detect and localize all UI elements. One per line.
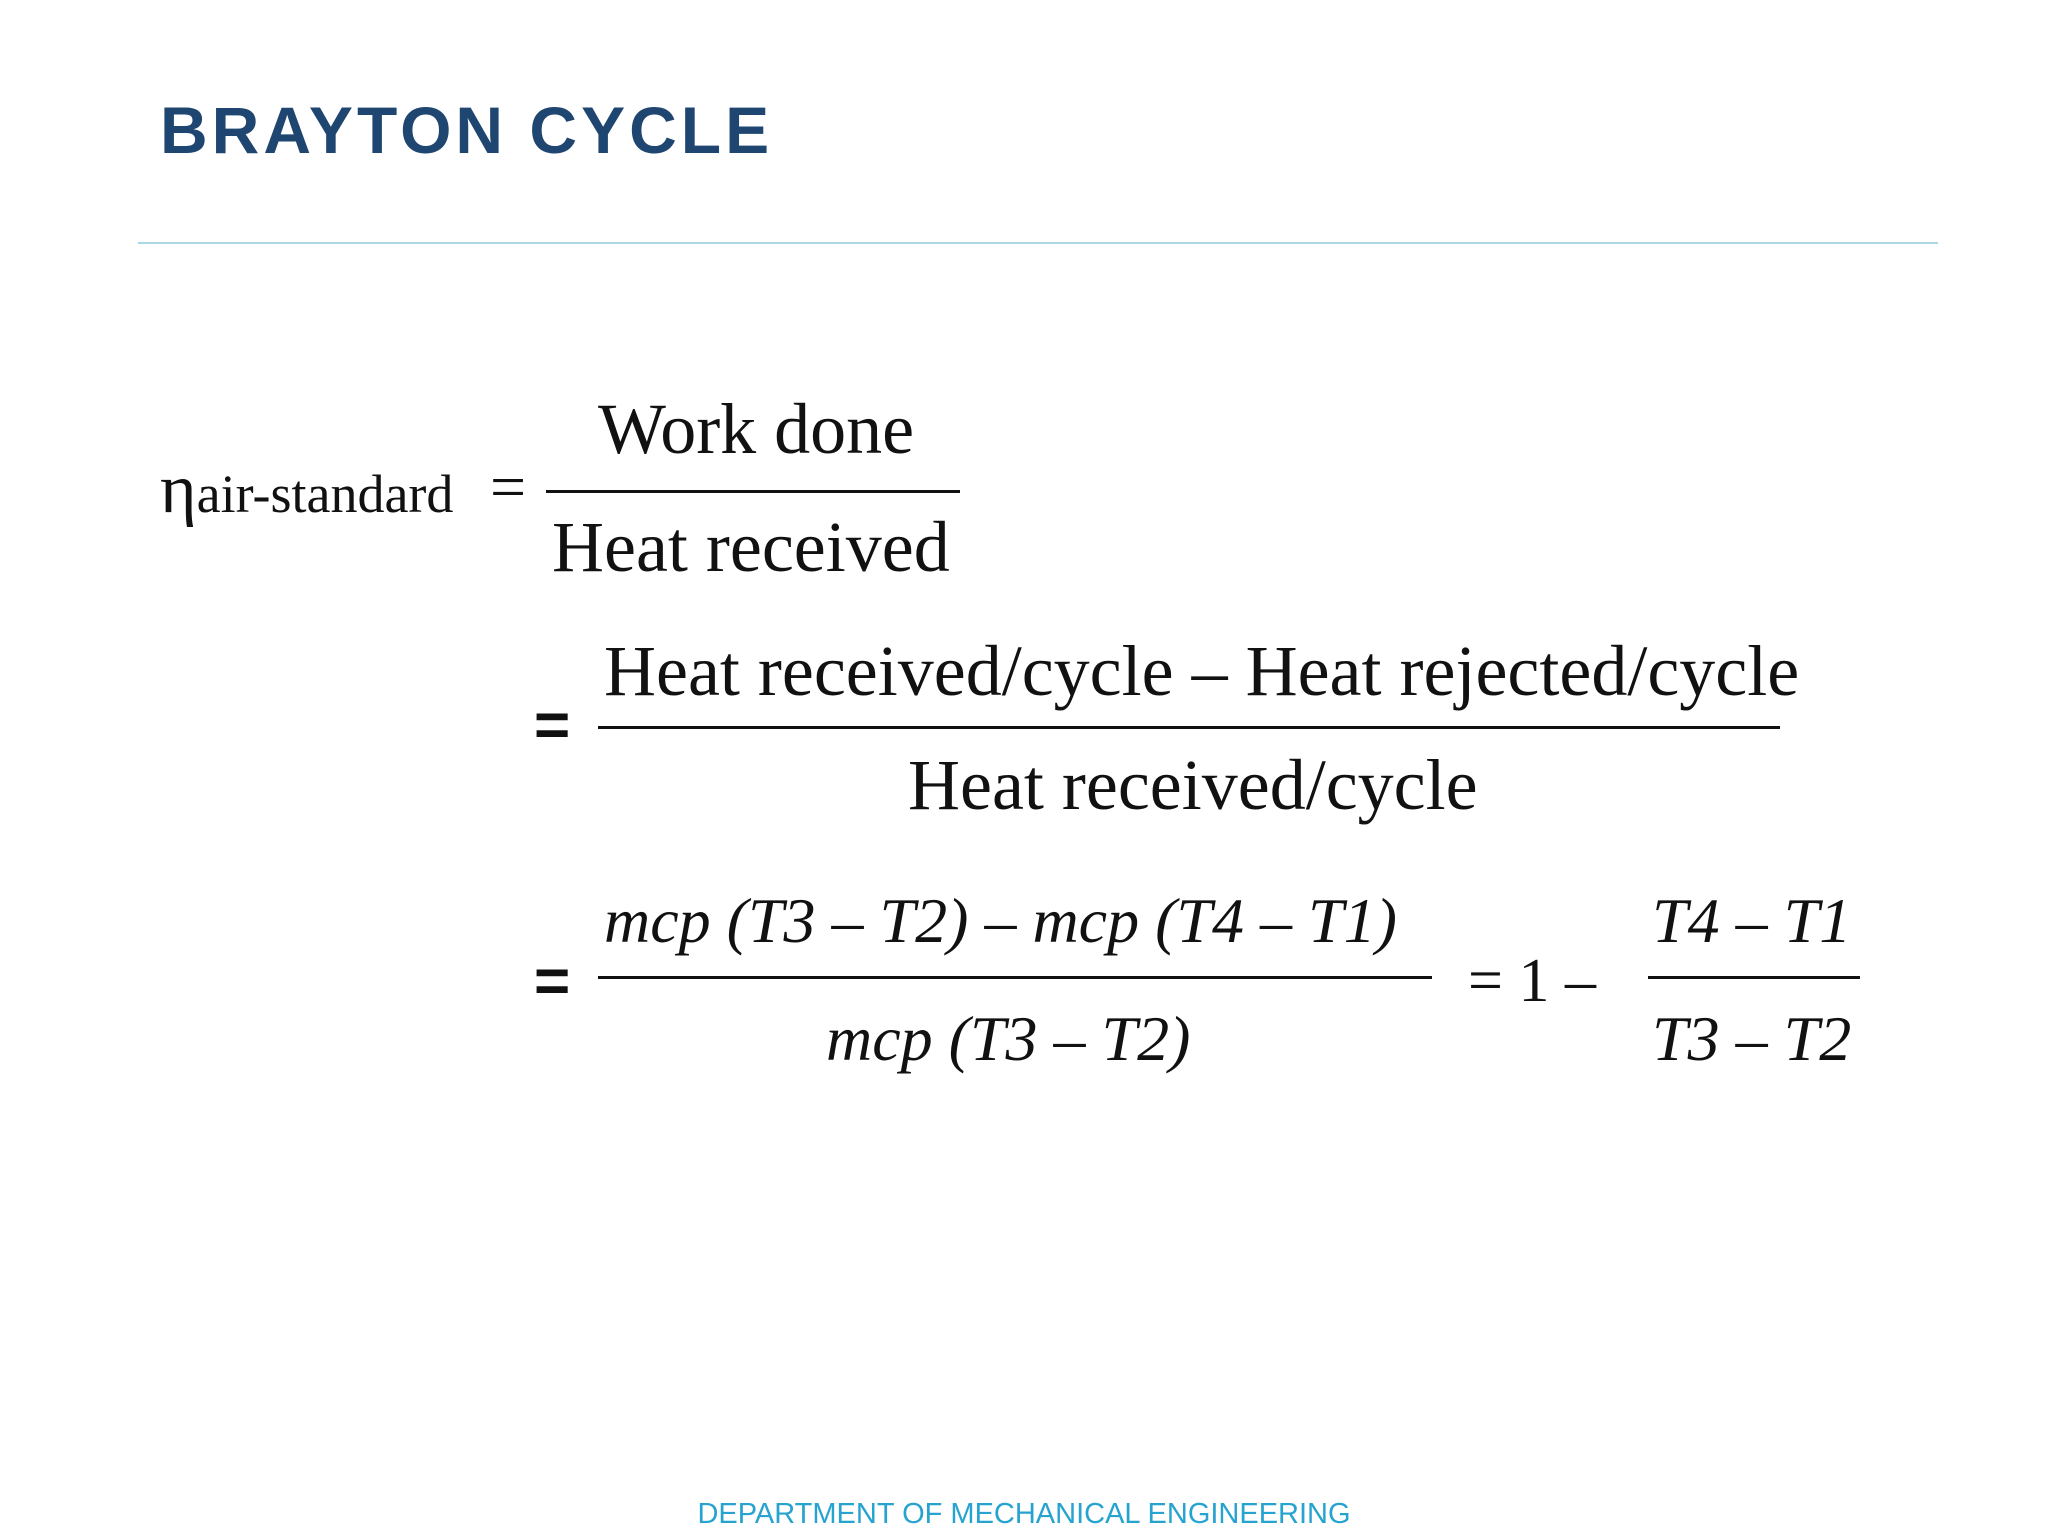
footer-department: DEPARTMENT OF MECHANICAL ENGINEERING xyxy=(697,1498,1351,1530)
fraction-bar-4 xyxy=(1648,976,1860,979)
mcp-difference-numerator: mcp (T3 – T2) – mcp (T4 – T1) xyxy=(604,885,1397,956)
heat-difference-numerator: Heat received/cycle – Heat rejected/cycle xyxy=(604,631,1800,711)
eta-subscript: air-standard xyxy=(196,464,454,524)
equals-sign-1: = xyxy=(490,451,527,522)
equals-one-minus: = 1 – xyxy=(1468,947,1596,1015)
mcp-denominator: mcp (T3 – T2) xyxy=(826,1003,1191,1074)
equals-sign-2: = xyxy=(534,691,571,760)
equals-sign-3: = xyxy=(534,947,571,1016)
slide-title: BRAYTON CYCLE xyxy=(160,93,774,167)
work-done-numerator: Work done xyxy=(598,389,915,469)
title-divider xyxy=(138,242,1938,244)
eta-symbol: η xyxy=(160,451,197,528)
temperature-numerator: T4 – T1 xyxy=(1652,885,1852,956)
heat-received-denominator: Heat received xyxy=(552,507,950,587)
fraction-bar-2 xyxy=(598,726,1780,729)
heat-received-cycle-denominator: Heat received/cycle xyxy=(908,745,1478,825)
fraction-bar-3 xyxy=(598,976,1432,979)
efficiency-symbol xyxy=(160,450,453,530)
fraction-bar-1 xyxy=(546,490,960,493)
temperature-denominator: T3 – T2 xyxy=(1652,1003,1852,1074)
